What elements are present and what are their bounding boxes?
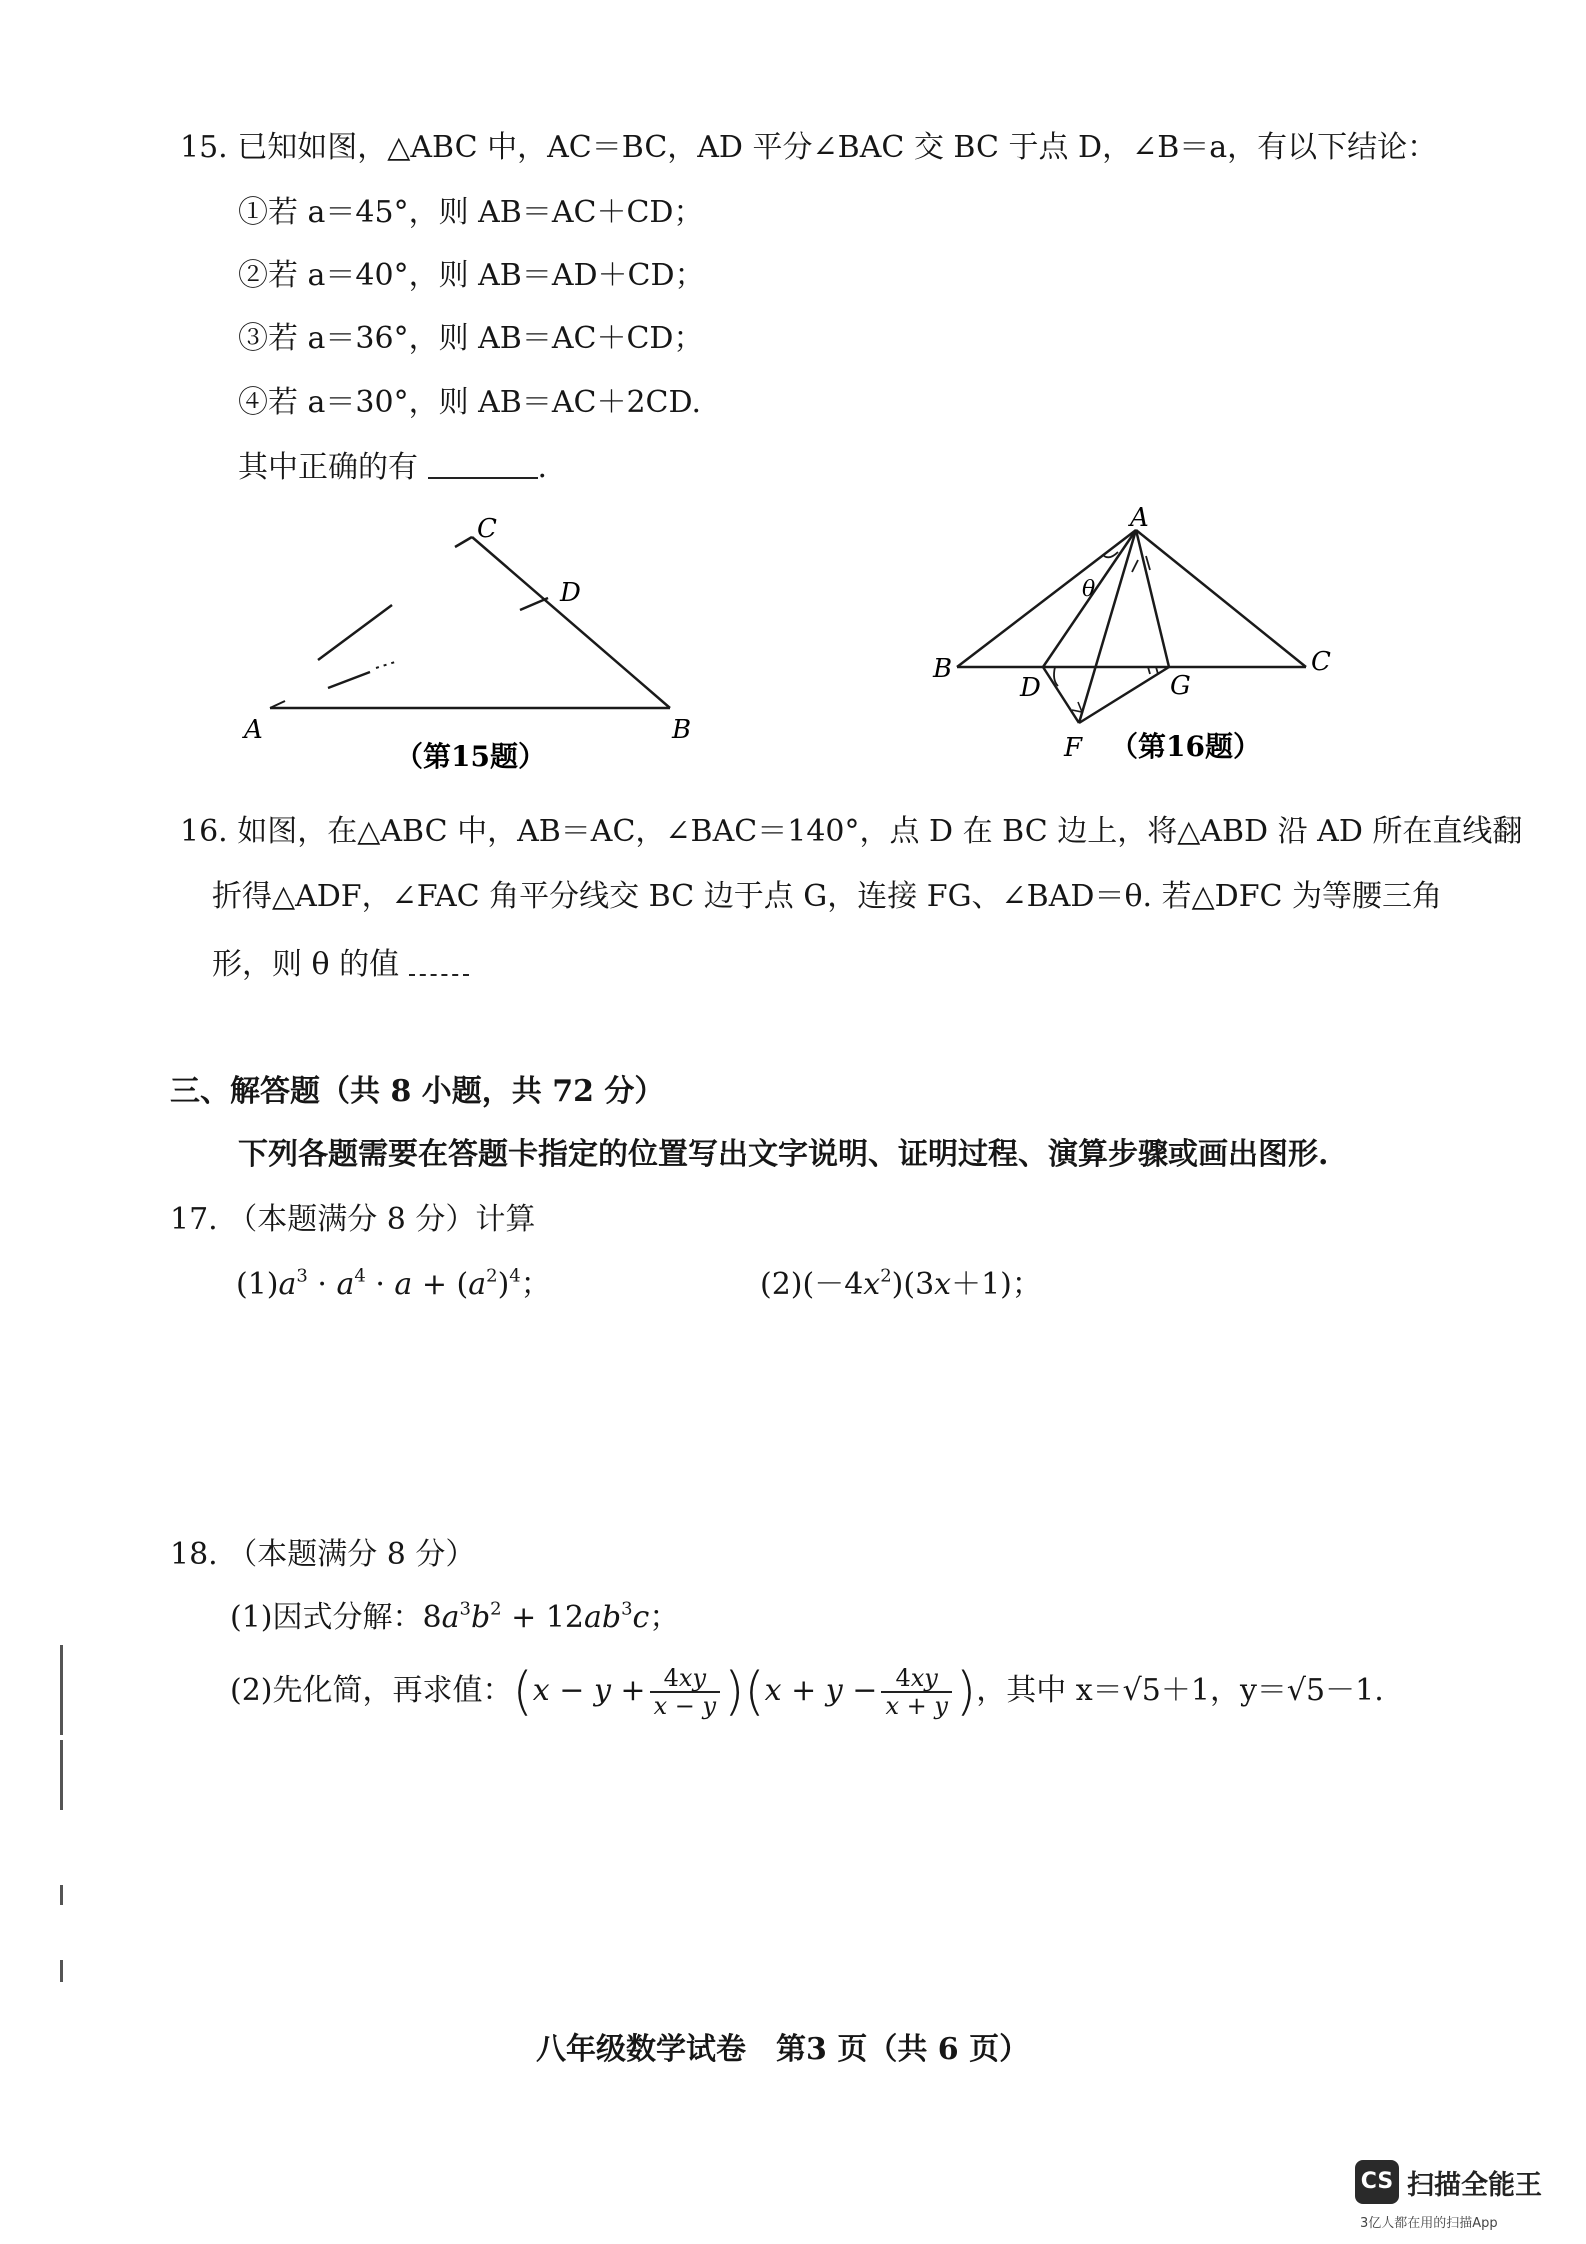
q18-number: 18. (170, 1537, 218, 1572)
q18-part-1: (1)因式分解：$8a^3b^2 + 12ab^3c$； (230, 1598, 680, 1635)
q17-part2-label: (2) (760, 1267, 803, 1302)
q16-segment-df (1043, 667, 1079, 723)
page-footer: 八年级数学试卷 第3 页（共 6 页） (536, 2032, 1030, 2067)
q16-caption: （第16题） (1110, 730, 1261, 763)
q15-label-b: B (672, 715, 692, 745)
q15-label-a: A (244, 715, 263, 745)
q16-text-3: 形，则 θ 的值 (212, 947, 400, 982)
q15-number: 15. (180, 130, 228, 165)
q17-title (170, 1200, 535, 1240)
q16-line-3 (212, 945, 469, 985)
q16-line-1 (180, 812, 1522, 852)
q16-angle-mark (1132, 560, 1138, 572)
q16-number: 16. (180, 814, 228, 849)
q16-label-g: G (1170, 671, 1191, 701)
q16-label-b: B (933, 654, 953, 684)
q16-line-2: 折得△ADF，∠FAC 角平分线交 BC 边于点 G，连接 FG、∠BAD＝θ. 若△DFC 为等腰三角 (212, 879, 1443, 914)
q17-part1-label: (1) (236, 1267, 279, 1302)
q17-part-2: $(2)(-4x^2)(3x+1)$； (760, 1265, 1042, 1302)
scan-margin-mark (60, 1885, 63, 1905)
q16-label-a: A (1130, 503, 1149, 533)
q16-segment-ag (1136, 530, 1169, 667)
section3-instruction: 下列各题需要在答题卡指定的位置写出文字说明、证明过程、演算步骤或画出图形. (238, 1137, 1329, 1172)
q17-title-text: （本题满分 8 分）计算 (227, 1202, 536, 1237)
camscanner-logo-icon: CS (1355, 2160, 1399, 2204)
q17-part-1: $(1)a^3 \cdot a^4 \cdot a + (a^2)^4$； (236, 1265, 551, 1302)
scan-margin-mark (60, 1645, 63, 1735)
q15-item-4: ④若 a＝30°，则 AB＝AC＋2CD. (238, 385, 702, 420)
q16-side-ab (957, 530, 1136, 667)
scan-margin-mark (60, 1740, 63, 1810)
q16-label-d: D (1020, 673, 1041, 703)
q15-stem-text: 已知如图，△ABC 中，AC＝BC，AD 平分∠BAC 交 BC 于点 D，∠B＝a，有以下结论： (237, 130, 1438, 165)
q15-ask-text: 其中正确的有 (238, 450, 418, 485)
q17-number: 17. (170, 1202, 218, 1237)
q16-label-theta: θ (1082, 577, 1096, 602)
q16-angle-mark (1146, 556, 1150, 570)
q16-side-ac (1136, 530, 1306, 667)
q15-item-3: ③若 a＝36°，则 AB＝AC＋CD； (238, 321, 704, 356)
section3-heading: 三、解答题（共 8 小题，共 72 分） (170, 1074, 665, 1109)
q16-angle-mark (1072, 702, 1082, 712)
q15-item-2: ②若 a＝40°，则 AB＝AD＋CD； (238, 258, 705, 293)
q18-part2-condition: ，其中 x＝√5＋1，y＝√5－1. (976, 1673, 1384, 1708)
scan-margin-mark (60, 1960, 63, 1982)
q18-part2-label: (2)先化简，再求值： (230, 1673, 513, 1708)
q16-label-c: C (1311, 647, 1331, 677)
q15-ask-end: . (537, 450, 548, 485)
q16-text-1: 如图，在△ABC 中，AB＝AC，∠BAC＝140°，点 D 在 BC 边上，将△ABD 沿 AD 所在直线翻 (237, 814, 1523, 849)
watermark-name: 扫描全能王 (1407, 2170, 1542, 2201)
q15-label-c: C (477, 514, 497, 544)
q15-item-1: ①若 a＝45°，则 AB＝AC＋CD； (238, 195, 704, 230)
q18-title (170, 1535, 475, 1575)
q15-label-d: D (560, 578, 581, 608)
q18-title-text: （本题满分 8 分） (227, 1537, 476, 1572)
watermark-tagline: 3亿人都在用的扫描App (1360, 2216, 1498, 2231)
q18-part1-label: (1)因式分解： (230, 1600, 423, 1635)
q16-label-f: F (1064, 733, 1083, 763)
q18-part-2: (2)先化简，再求值：(x − y + $\frac{4xy}{x - y}$ )(x + y − $\frac{4xy}{x + y}$ )，其中 x＝√5＋1，y＝√5－1. (230, 1662, 1384, 1722)
q15-caption: （第15题） (395, 740, 546, 773)
q16-answer-blank[interactable] (409, 950, 469, 976)
